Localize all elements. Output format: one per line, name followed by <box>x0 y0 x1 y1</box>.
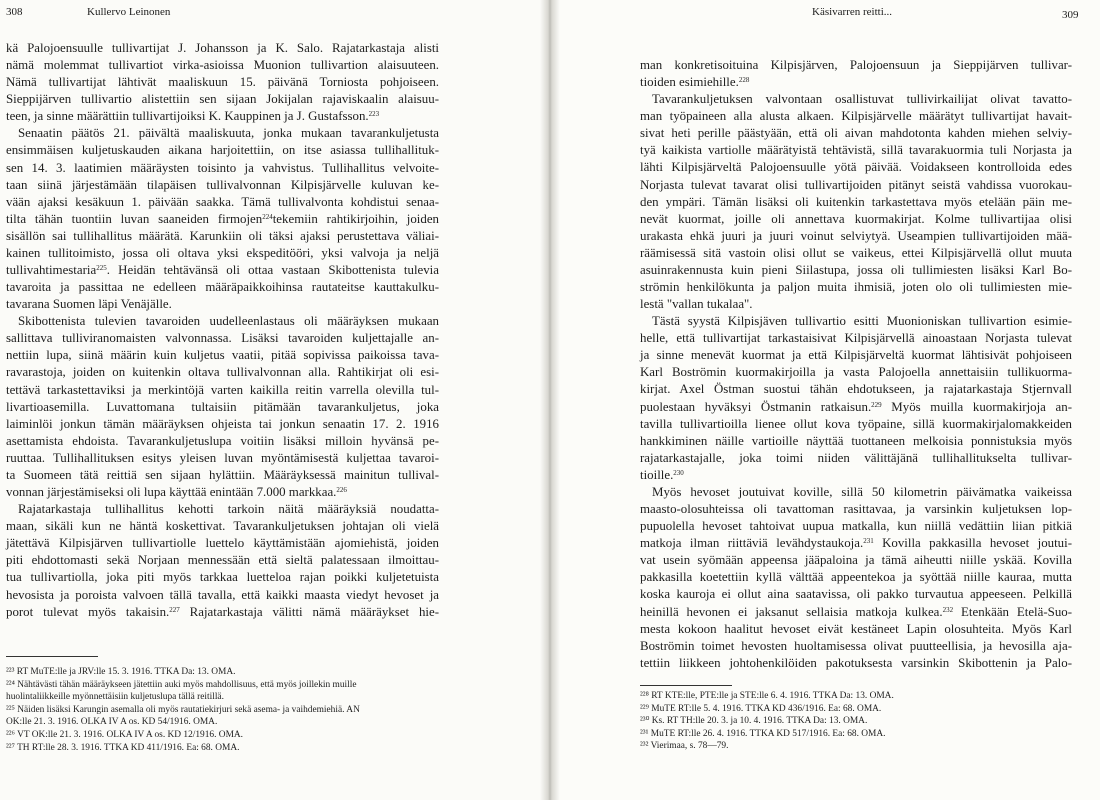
text-line <box>6 296 439 313</box>
line-text-continued: Kovilla pakkasilla hevoset joutui- <box>873 536 1072 551</box>
line-text: maan, sikäli kun ne häntä koskettivat. Tavarankuljetuksen johtajan oli vielä <box>6 519 439 534</box>
text-line <box>640 347 1072 364</box>
line-text: lestä "vallan tukalaa". <box>640 297 753 312</box>
text-line <box>640 535 1072 552</box>
text-line <box>6 399 439 416</box>
footnote: OK:lle 21. 3. 1916. OLKA IV A os. KD 54/1916. OMA. <box>6 717 218 728</box>
left-page <box>0 0 548 800</box>
line-text: Norjasta tulevat tavarat olisi tullivartijoiden pitänyt seistä vahdissa vuorokau- <box>640 177 1072 192</box>
footnote-marker[interactable]: 230 <box>673 468 684 477</box>
text-line <box>6 569 439 586</box>
text-line <box>6 604 439 621</box>
line-text: räämisessä sitä vastoin olisi ollut se vaikeus, ettei Kilpisjärvellä ollut muuta <box>640 245 1072 260</box>
line-text: urakasta ehkä juuri ja juuri voinut selviytyä. Useampien tullivartijoiden mää- <box>640 228 1072 243</box>
text-line <box>6 211 439 228</box>
line-text: piti ehdottomasti sekä Norjaan mennessään että sieltä palatessaan ilmoittau- <box>6 553 439 568</box>
text-line <box>6 228 439 245</box>
text-line <box>6 160 439 177</box>
text-line <box>640 177 1072 194</box>
text-line <box>6 382 439 399</box>
text-line <box>6 450 439 467</box>
text-line <box>640 74 1072 91</box>
line-text: sallittava tulliviranomaisten valvonnassa. Lisäksi tavaroiden kuljettajalle an- <box>6 331 439 346</box>
text-line <box>640 484 1072 501</box>
line-text: kainen tullitoimisto, jossa oli oltava yksi ekspeditööri, yksi valvoja ja neljä <box>6 245 439 260</box>
line-text: tilta tähän tuontiin luvan saaneiden firmojen <box>6 211 263 226</box>
right-footnote-rule <box>640 685 732 686</box>
line-text: ensimmäisen kuljetuskauden aikana harjoitettiin, on itse asiassa tullihallituk- <box>6 143 439 158</box>
line-text: sisällön sai tullihallitus määrätä. Karunkiin oli täksi ajaksi perustettava väliai- <box>6 228 439 243</box>
right-page-number: 309 <box>1062 9 1079 21</box>
line-text: Myös hevoset joutuivat koville, sillä 50 kilometrin päivämatka vaikeissa <box>652 484 1072 499</box>
text-line <box>640 638 1072 655</box>
text-line <box>6 347 439 364</box>
line-text: tua tullivartiolla, joka piti myös tarkkaa luetteloa rajan poikki kuljetetuista <box>6 570 439 585</box>
line-text: lähti Kilpisjärveltä Palojoensuulle yötä päivää. Voidakseen kontrolloida edes <box>640 160 1072 175</box>
text-line <box>640 330 1072 347</box>
footnote: ²²³ RT MuTE:lle ja JRV:lle 15. 3. 1916. TTKA Da: 13. OMA. <box>6 667 236 677</box>
footnote-marker[interactable]: 223 <box>368 110 380 119</box>
line-text: hevosista ja poroista valvoen tällä tavalla, että kaikki maasta viedyt hevoset ja <box>6 587 439 602</box>
line-text: tavarana Suomen läpi Venäjälle. <box>6 297 172 312</box>
footnote: ²³⁰ Ks. RT TH:lle 20. 3. ja 10. 4. 1916. TTKA Da: 13. OMA. <box>640 716 868 727</box>
line-text: man työpaineen alla alusta alkaen. Kilpisjärvelle määrätyt tullivartijat havait- <box>640 109 1072 124</box>
text-line <box>640 364 1072 381</box>
line-text: Boströmin toimet hevosten huoltamisessa olivat puutteellisia, ja hevosilla aja- <box>640 638 1072 653</box>
footnote: ²²⁴ Nähtävästi tähän määräykseen jätettiin auki myös mahdollisuus, että myös joillekin muille <box>6 679 357 690</box>
footnote-marker[interactable]: 228 <box>738 76 750 85</box>
line-text: Nämä tullivartijat lähtivät maaliskuun 15. päivänä Torniosta pohjoiseen. <box>6 75 439 90</box>
line-text: tioille. <box>640 467 674 482</box>
line-text: ravarastoja, joiden on kuitenkin oltava tullivalvonnan alla. Rahtikirjat oli esi- <box>6 365 439 380</box>
footnote: ²²⁶ VT OK:lle 21. 3. 1916. OLKA IV A os. KD 12/1916. OMA. <box>6 729 244 740</box>
line-text: pupuolella hevoset tahtoivat uupua matkalla, kun niillä vedättiin liian pitkiä <box>640 519 1072 534</box>
footnote-marker[interactable]: 226 <box>336 486 347 495</box>
text-line <box>6 433 439 450</box>
line-text: pakkasilla koetettiin kyllä välttää appeentekoa ja syöttää niille kauraa, mutta <box>640 570 1072 585</box>
line-text: kä Palojoensuulle tullivartijat J. Johansson ja K. Salo. Rajatarkastaja alisti <box>6 41 439 55</box>
line-text: sen 14. 3. laatimien määräysten toisinto ja vahvistus. Tullihallitus velvoite- <box>6 160 439 175</box>
text-line <box>6 484 439 501</box>
left-running-head: Kullervo Leinonen <box>87 6 171 18</box>
text-line <box>640 108 1072 125</box>
text-line <box>6 313 439 330</box>
line-text-continued: tekemiin rahtikirjoihin, joiden <box>272 211 440 226</box>
footnote: ²²⁵ Näiden lisäksi Karungin asemalla oli myös rautatiekirjuri sekä asema- ja vaihdemiehiä. AN <box>6 704 360 715</box>
text-line <box>640 159 1072 176</box>
text-line <box>6 74 439 91</box>
text-line <box>6 467 439 484</box>
line-text-continued: Rajatarkastaja välitti nämä määräykset hie- <box>179 604 439 619</box>
line-text: vonnan järjestämiseksi oli lupa käyttää enintään 7.000 markkaa. <box>6 485 337 500</box>
line-text: Karl Boströmin kuormakirjoilla ja vasta Palojoella annettaisiin tullikuorma- <box>640 365 1072 380</box>
line-text: mesta kokoon haalitut hevoset eivät kestäneet Lapin olosuhteita. Myös Karl <box>640 621 1072 636</box>
line-text: tavaroita ja passittaa ne edelleen määräpaikkoihinsa rautateitse kauttakulku- <box>6 280 439 295</box>
text-line <box>640 125 1072 142</box>
line-text: asuinrakennusta kuin pieni Siilastupa, jossa oli tullimiesten lisäksi Karl Bo- <box>640 262 1072 277</box>
line-text: tioiden esimiehille. <box>640 75 739 90</box>
text-line <box>6 330 439 347</box>
text-line <box>640 211 1072 228</box>
footnote-marker[interactable]: 231 <box>863 537 874 546</box>
right-footnotes <box>640 690 1070 753</box>
text-line <box>640 57 1072 74</box>
footnote: ²²⁷ TH RT:lle 28. 3. 1916. TTKA KD 411/1916. Ea: 68. OMA. <box>6 742 240 753</box>
left-footnote-rule <box>6 656 98 657</box>
text-line <box>6 535 439 552</box>
line-text: nettiin lupa, siinä määrin kuin kuljetus vaatii, pitää sopivissa paikoissa tava- <box>6 348 439 363</box>
line-text: ja sinne menevät kuormat ja että Kilpisjärveltä kuormat lähtisivät pohjoiseen <box>640 348 1072 363</box>
text-line <box>640 194 1072 211</box>
line-text: Skibottenista tulevien tavaroiden uudelleenlastaus oli määräyksen mukaan <box>18 314 439 329</box>
text-line <box>640 604 1072 621</box>
text-line <box>640 279 1072 296</box>
footnote-marker[interactable]: 232 <box>942 605 954 614</box>
line-text: vat usein syömään appeensa jääpaloina ja tämä aiheutti niille yskää. Kovilla <box>640 553 1072 568</box>
line-text-continued: Myös muilla kuormakirjoja an- <box>881 399 1072 414</box>
text-line <box>640 467 1072 484</box>
text-line <box>6 245 439 262</box>
line-text: Senaatin päätös 21. päivältä maaliskuuta, jonka mukaan tavarankuljetusta <box>18 126 439 141</box>
text-line <box>6 177 439 194</box>
left-page-number: 308 <box>6 6 23 18</box>
line-text: laiminlöi jonkun tämän määräyksen ohjeista tai jonkun senaatin 17. 2. 1916 <box>6 416 439 431</box>
text-line <box>640 433 1072 450</box>
line-text: tavilla tullivartioilla lienee ollut kova työpaine, sillä kuormakirjalomakkeiden <box>640 416 1072 431</box>
line-text: jätettävä Kilpisjärven tullivartiolle luettelo käyttämistään ajomiehistä, joiden <box>6 536 439 551</box>
text-line <box>640 518 1072 535</box>
line-text: vään ajaksi kesäkuun 1. päivään saakka. Tämä tullivalvonta kohdistui senaa- <box>6 194 439 209</box>
text-line <box>640 586 1072 603</box>
text-line <box>640 262 1072 279</box>
line-text: ruuttaa. Tullihallituksen esitys yleisen luvan myöntämisestä kuljettaa tavaroi- <box>6 450 439 465</box>
footnote-marker[interactable]: 227 <box>169 605 180 614</box>
footnote: ²³² Vierimaa, s. 78—79. <box>640 741 729 752</box>
line-text: tettiin liikkeen johtohenkilöiden pakotuksesta varsinkin Skibottenin ja Palo- <box>640 655 1072 670</box>
line-text-continued: . Heidän tehtävänsä oli ottaa vastaan Skibottenista tulevia <box>106 263 439 278</box>
line-text: puolestaan hyväksyi Östmanin ratkaisun. <box>640 399 872 414</box>
line-text: hankkiminen näille vartioille näyttää tuottaneen melkoisia ponnistuksia myös <box>640 433 1072 448</box>
line-text: kirjat. Axel Östman suostui tähän ehdotukseen, ja rajatarkastaja Stjernvall <box>640 382 1072 397</box>
line-text: asettamista ehdoista. Tavarankuljetuslupa voitiin lisäksi milloin hyvänsä pe- <box>6 433 439 448</box>
footnote: ²²⁸ RT KTE:lle, PTE:lle ja STE:lle 6. 4. 1916. TTKA Da: 13. OMA. <box>640 691 894 701</box>
line-text: tullivahtimestaria <box>6 263 97 278</box>
right-running-head: Käsivarren reitti... <box>812 6 893 18</box>
line-text: Tästä syystä Kilpisjäven tullivartio esitti Muonioniskan tullivartion esimie- <box>652 314 1072 329</box>
text-line <box>640 552 1072 569</box>
footnote: huolintaliikkeille myönnettäisiin kuljetuslupa tällä reitillä. <box>6 692 224 703</box>
text-line <box>6 279 439 296</box>
line-text: Sieppijärven tullivartio alistettiin sen sijaan Jokijalan rajaviskaalin alaisuu- <box>6 92 439 107</box>
line-text: tyä kaikista vartiolle määrätyistä tehtävistä, sillä tavarakuormia tuli Norjasta ja <box>640 143 1072 158</box>
line-text: den ympäri. Tämän lisäksi oli kuitenkin tarkastettava myös etelään päin me- <box>640 194 1072 209</box>
text-line <box>6 194 439 211</box>
text-line <box>640 313 1072 330</box>
line-text: taan siinä järjestämään tilapäisen tullivalvonnan Kilpisjärvelle kuluvan ke- <box>6 177 439 192</box>
footnote-marker[interactable]: 224 <box>262 212 273 221</box>
text-line <box>640 228 1072 245</box>
line-text: heinillä hevonen ei jaksanut sellaisia matkoja kulkea. <box>640 604 943 619</box>
line-text: ta Suomeen tätä reittiä sen sijaan hylättiin. Määräyksessä mainitun tullival- <box>6 467 439 482</box>
line-text: koska kauroja ei ollut aina saatavissa, oli pakko turvautua appeeseen. Pelkillä <box>640 587 1072 602</box>
line-text: Rajatarkastaja tullihallitus kehotti tarkoin näitä määräyksiä noudatta- <box>18 502 439 517</box>
text-line <box>6 416 439 433</box>
text-line <box>6 262 439 279</box>
line-text: porot tulevat myös takaisin. <box>6 604 170 619</box>
text-line <box>6 142 439 159</box>
right-body-text <box>640 57 1072 672</box>
text-line <box>640 450 1072 467</box>
line-text: nevät kuormat, joille oli annettava kuormakirjat. Kolme tullivartijaa olisi <box>640 211 1072 226</box>
text-line <box>6 501 439 518</box>
right-page <box>552 0 1100 800</box>
text-line <box>6 57 439 74</box>
left-body-text <box>6 40 439 621</box>
text-line <box>640 91 1072 108</box>
line-text: rajatarkastajalle, joka toimi niiden välittäjänä tullihallitukselta tullivar- <box>640 450 1072 465</box>
line-text: helle, että tullivartijat tarkastaisivat Kilpisjärvellä ainoastaan Norjasta tulevat <box>640 331 1072 346</box>
text-line <box>640 296 1072 313</box>
line-text-continued: Etenkään Etelä-Suo- <box>953 604 1073 619</box>
text-line <box>640 416 1072 433</box>
line-text: nämä molemmat tullivartiot virka-asioissa Muonion tullivartion alaisuuteen. <box>6 58 439 73</box>
text-line <box>6 125 439 142</box>
footnote: ²²⁹ MuTE RT:lle 5. 4. 1916. TTKA KD 436/1916. Ea: 68. OMA. <box>640 703 882 714</box>
text-line <box>6 587 439 604</box>
line-text: strömin henkilökunta ja paljon muita ihmisiä, joten olo oli tullimiesten mie- <box>640 280 1072 295</box>
text-line <box>640 142 1072 159</box>
text-line <box>640 399 1072 416</box>
left-footnotes <box>6 666 446 754</box>
footnote: ²³¹ MuTE RT:lle 26. 4. 1916. TTKA KD 517/1916. Ea: 68. OMA. <box>640 728 886 739</box>
line-text: man konkretisoituina Kilpisjärven, Palojoensuun ja Sieppijärven tullivar- <box>640 58 1072 72</box>
text-line <box>640 655 1072 672</box>
text-line <box>6 552 439 569</box>
text-line <box>6 91 439 108</box>
footnote-marker[interactable]: 229 <box>871 400 882 409</box>
text-line <box>640 501 1072 518</box>
line-text: Tavarankuljetuksen valvontaan osallistuvat tullivirkailijat olivat tavatto- <box>652 92 1072 107</box>
line-text: teen, ja sinne määrättiin tullivartijoiksi K. Kauppinen ja J. Gustafsson. <box>6 109 369 124</box>
line-text: matkoja ilman riittäviä levähdystaukoja. <box>640 536 864 551</box>
text-line <box>640 381 1072 398</box>
line-text: tettävä tarkastettaviksi ja merkintöjä varten kaikilla reitin varrella olevilla tul- <box>6 382 439 397</box>
text-line <box>6 364 439 381</box>
text-line <box>640 245 1072 262</box>
footnote-marker[interactable]: 225 <box>96 264 107 273</box>
line-text: maasto-olosuhteissa oli tavattoman rasittavaa, ja varsinkin kuljetuksen lop- <box>640 502 1072 517</box>
line-text: sivat heti perille päästyään, että oli aivan mahdotonta kahden miehen selviy- <box>640 126 1072 141</box>
text-line <box>6 40 439 57</box>
text-line <box>640 569 1072 586</box>
text-line <box>6 518 439 535</box>
book-gutter <box>540 0 560 800</box>
line-text: livartioasemilla. Luvattomana tultaisiin pitämään tavarankuljetus, joka <box>6 399 439 414</box>
text-line <box>640 621 1072 638</box>
text-line <box>6 108 439 125</box>
